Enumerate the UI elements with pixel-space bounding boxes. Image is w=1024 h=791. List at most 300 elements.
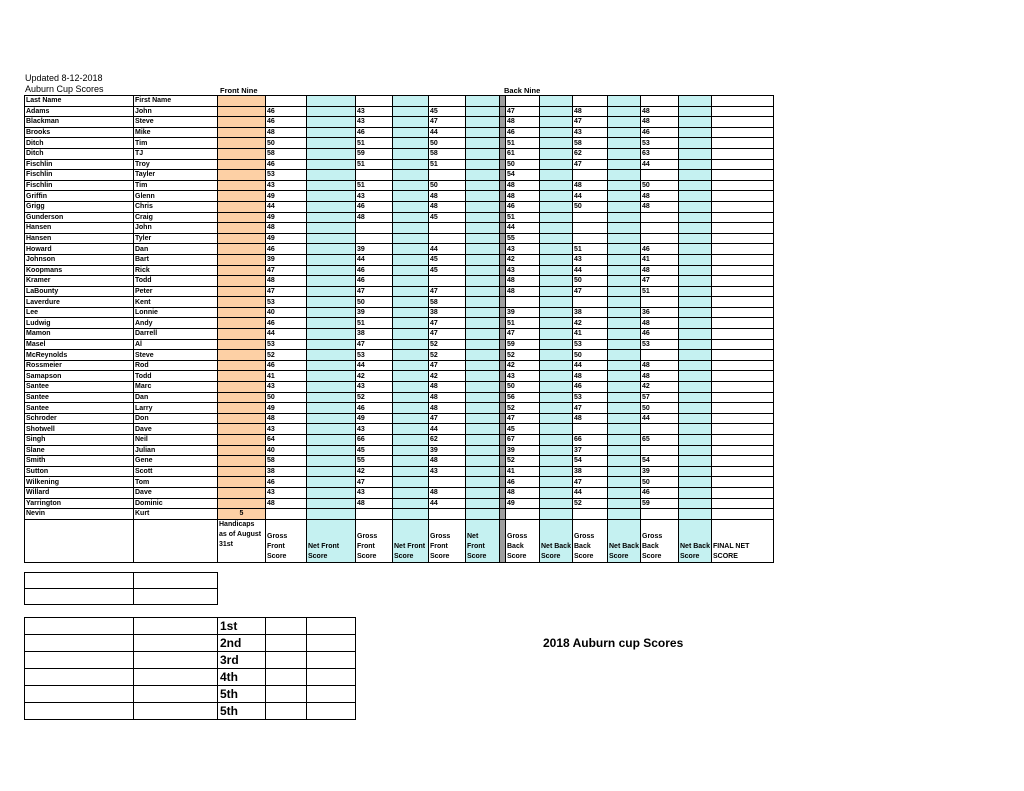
net-back-3-cell[interactable]	[679, 286, 712, 297]
gross-front-2-cell[interactable]: 55	[356, 456, 393, 467]
last-name-cell[interactable]: Adams	[25, 106, 134, 117]
net-back-cell[interactable]	[540, 223, 573, 234]
net-back-3-cell[interactable]	[679, 456, 712, 467]
gross-front-3-cell[interactable]	[429, 223, 466, 234]
first-name-cell[interactable]: Kurt	[134, 509, 218, 520]
net-back-2-cell[interactable]	[608, 170, 641, 181]
gross-back-cell[interactable]: 51	[506, 318, 540, 329]
gross-front-cell[interactable]: 50	[266, 138, 307, 149]
gross-back-3-cell[interactable]: 42	[641, 382, 679, 393]
net-back-2-cell[interactable]	[608, 487, 641, 498]
final-net-score-cell[interactable]	[712, 329, 774, 340]
net-back-2-cell[interactable]	[608, 244, 641, 255]
last-name-cell[interactable]: Gunderson	[25, 212, 134, 223]
net-front-2-cell[interactable]	[393, 276, 429, 287]
net-front-2-cell[interactable]	[393, 382, 429, 393]
net-back-3-cell[interactable]	[679, 276, 712, 287]
gross-front-2-cell[interactable]: 43	[356, 117, 393, 128]
gross-back-cell[interactable]: 67	[506, 435, 540, 446]
net-back-2-cell[interactable]	[608, 138, 641, 149]
gross-front-3-cell[interactable]: 47	[429, 318, 466, 329]
net-back-2-cell[interactable]	[608, 477, 641, 488]
net-back-2-cell[interactable]	[608, 456, 641, 467]
first-name-cell[interactable]: Lonnie	[134, 307, 218, 318]
gross-back-cell[interactable]: 55	[506, 233, 540, 244]
last-name-cell[interactable]: Willard	[25, 487, 134, 498]
gross-front-3-cell[interactable]: 52	[429, 339, 466, 350]
net-front-cell[interactable]	[307, 170, 356, 181]
cell[interactable]	[307, 686, 356, 703]
gross-back-2-cell[interactable]	[573, 424, 608, 435]
gross-back-3-cell[interactable]: 63	[641, 148, 679, 159]
final-net-score-cell[interactable]	[712, 233, 774, 244]
gross-back-cell[interactable]: 61	[506, 148, 540, 159]
last-name-cell[interactable]: Hansen	[25, 223, 134, 234]
gross-back-3-cell[interactable]: 36	[641, 307, 679, 318]
last-name-cell[interactable]: Yarrington	[25, 498, 134, 509]
net-back-2-cell[interactable]	[608, 445, 641, 456]
net-front-cell[interactable]	[307, 498, 356, 509]
net-front-3-cell[interactable]	[466, 159, 500, 170]
net-front-3-cell[interactable]	[466, 466, 500, 477]
net-front-3-cell[interactable]	[466, 265, 500, 276]
net-front-3-cell[interactable]	[466, 286, 500, 297]
gross-front-2-cell[interactable]: 66	[356, 435, 393, 446]
net-front-cell[interactable]	[307, 286, 356, 297]
net-back-cell[interactable]	[540, 254, 573, 265]
net-front-2-cell[interactable]	[393, 286, 429, 297]
gross-front-cell[interactable]: 49	[266, 403, 307, 414]
gross-back-2-cell[interactable]: 43	[573, 127, 608, 138]
handicap-cell[interactable]	[218, 424, 266, 435]
gross-back-2-cell[interactable]: 38	[573, 466, 608, 477]
net-front-cell[interactable]	[307, 487, 356, 498]
net-front-cell[interactable]	[307, 254, 356, 265]
net-back-cell[interactable]	[540, 212, 573, 223]
gross-back-cell[interactable]: 48	[506, 117, 540, 128]
final-net-score-cell[interactable]	[712, 254, 774, 265]
net-back-3-cell[interactable]	[679, 487, 712, 498]
gross-front-2-cell[interactable]: 48	[356, 212, 393, 223]
net-front-cell[interactable]	[307, 148, 356, 159]
net-front-2-cell[interactable]	[393, 413, 429, 424]
handicap-cell[interactable]	[218, 233, 266, 244]
handicap-cell[interactable]	[218, 371, 266, 382]
net-front-3-cell[interactable]	[466, 318, 500, 329]
gross-front-3-cell[interactable]	[429, 477, 466, 488]
cell[interactable]	[712, 96, 774, 107]
handicap-cell[interactable]	[218, 360, 266, 371]
net-front-3-cell[interactable]	[466, 170, 500, 181]
net-back-cell[interactable]	[540, 233, 573, 244]
last-name-cell[interactable]: Laverdure	[25, 297, 134, 308]
net-back-2-cell[interactable]	[608, 233, 641, 244]
cell[interactable]	[25, 618, 134, 635]
net-back-2-cell[interactable]	[608, 106, 641, 117]
handicap-cell[interactable]	[218, 435, 266, 446]
final-net-score-cell[interactable]	[712, 318, 774, 329]
gross-back-cell[interactable]: 42	[506, 254, 540, 265]
net-front-2-cell[interactable]	[393, 170, 429, 181]
net-front-3-cell[interactable]	[466, 329, 500, 340]
final-net-score-cell[interactable]	[712, 487, 774, 498]
last-name-cell[interactable]: Hansen	[25, 233, 134, 244]
net-back-3-cell[interactable]	[679, 254, 712, 265]
gross-back-2-cell[interactable]: 44	[573, 487, 608, 498]
first-name-cell[interactable]: Andy	[134, 318, 218, 329]
net-back-2-cell[interactable]	[608, 509, 641, 520]
last-name-cell[interactable]: Schroder	[25, 413, 134, 424]
gross-front-cell[interactable]: 48	[266, 223, 307, 234]
net-back-2-cell[interactable]	[608, 413, 641, 424]
gross-front-2-cell[interactable]	[356, 170, 393, 181]
gross-back-3-cell[interactable]: 53	[641, 138, 679, 149]
handicap-cell[interactable]	[218, 413, 266, 424]
gross-back-3-cell[interactable]: 48	[641, 265, 679, 276]
net-front-cell[interactable]	[307, 297, 356, 308]
last-name-cell[interactable]: Singh	[25, 435, 134, 446]
net-front-2-cell[interactable]	[393, 191, 429, 202]
net-back-2-cell[interactable]	[608, 191, 641, 202]
gross-front-3-cell[interactable]: 48	[429, 487, 466, 498]
net-front-3-cell[interactable]	[466, 106, 500, 117]
handicap-cell[interactable]	[218, 456, 266, 467]
final-net-score-cell[interactable]	[712, 159, 774, 170]
net-back-2-cell[interactable]	[608, 127, 641, 138]
gross-back-2-cell[interactable]: 50	[573, 201, 608, 212]
last-name-cell[interactable]: LaBounty	[25, 286, 134, 297]
gross-front-cell[interactable]: 41	[266, 371, 307, 382]
net-back-cell[interactable]	[540, 392, 573, 403]
gross-front-cell[interactable]: 39	[266, 254, 307, 265]
first-name-cell[interactable]: John	[134, 106, 218, 117]
gross-front-cell[interactable]: 48	[266, 127, 307, 138]
final-net-score-cell[interactable]	[712, 106, 774, 117]
net-front-3-cell[interactable]	[466, 233, 500, 244]
first-name-cell[interactable]: Scott	[134, 466, 218, 477]
net-back-3-cell[interactable]	[679, 223, 712, 234]
gross-back-cell[interactable]: 43	[506, 371, 540, 382]
gross-back-2-cell[interactable]: 66	[573, 435, 608, 446]
gross-back-3-cell[interactable]: 54	[641, 456, 679, 467]
first-name-cell[interactable]: TJ	[134, 148, 218, 159]
first-name-cell[interactable]: Dominic	[134, 498, 218, 509]
net-front-2-cell[interactable]	[393, 297, 429, 308]
gross-front-cell[interactable]: 58	[266, 456, 307, 467]
gross-back-cell[interactable]	[506, 509, 540, 520]
final-net-score-cell[interactable]	[712, 371, 774, 382]
first-name-cell[interactable]: Dan	[134, 392, 218, 403]
gross-front-cell[interactable]: 46	[266, 477, 307, 488]
net-front-2-cell[interactable]	[393, 148, 429, 159]
gross-front-2-cell[interactable]: 49	[356, 413, 393, 424]
gross-front-3-cell[interactable]: 47	[429, 117, 466, 128]
first-name-cell[interactable]: Marc	[134, 382, 218, 393]
net-back-cell[interactable]	[540, 445, 573, 456]
cell[interactable]	[641, 96, 679, 107]
cell[interactable]	[134, 635, 218, 652]
gross-back-2-cell[interactable]: 43	[573, 254, 608, 265]
gross-back-3-cell[interactable]	[641, 350, 679, 361]
gross-back-cell[interactable]: 42	[506, 360, 540, 371]
net-front-2-cell[interactable]	[393, 138, 429, 149]
net-front-3-cell[interactable]	[466, 424, 500, 435]
cell[interactable]	[134, 573, 218, 589]
last-name-cell[interactable]: Brooks	[25, 127, 134, 138]
net-front-2-cell[interactable]	[393, 424, 429, 435]
gross-back-3-cell[interactable]: 46	[641, 329, 679, 340]
last-name-cell[interactable]: Smith	[25, 456, 134, 467]
net-back-2-cell[interactable]	[608, 297, 641, 308]
gross-front-3-cell[interactable]: 48	[429, 382, 466, 393]
net-front-3-cell[interactable]	[466, 180, 500, 191]
net-front-2-cell[interactable]	[393, 201, 429, 212]
gross-back-3-cell[interactable]: 48	[641, 360, 679, 371]
first-name-cell[interactable]: Gene	[134, 456, 218, 467]
gross-front-cell[interactable]: 49	[266, 191, 307, 202]
cell[interactable]	[266, 703, 307, 720]
gross-front-3-cell[interactable]	[429, 233, 466, 244]
final-net-score-cell[interactable]	[712, 117, 774, 128]
net-back-cell[interactable]	[540, 180, 573, 191]
gross-back-cell[interactable]: 47	[506, 413, 540, 424]
gross-front-2-cell[interactable]: 47	[356, 477, 393, 488]
net-front-3-cell[interactable]	[466, 456, 500, 467]
final-net-score-cell[interactable]	[712, 286, 774, 297]
final-net-score-cell[interactable]	[712, 127, 774, 138]
gross-back-2-cell[interactable]: 47	[573, 403, 608, 414]
final-net-score-cell[interactable]	[712, 424, 774, 435]
net-back-3-cell[interactable]	[679, 159, 712, 170]
net-back-cell[interactable]	[540, 498, 573, 509]
gross-back-3-cell[interactable]: 39	[641, 466, 679, 477]
handicap-cell[interactable]	[218, 445, 266, 456]
net-back-2-cell[interactable]	[608, 339, 641, 350]
final-net-score-cell[interactable]	[712, 509, 774, 520]
net-front-cell[interactable]	[307, 329, 356, 340]
gross-front-3-cell[interactable]: 47	[429, 329, 466, 340]
gross-front-3-cell[interactable]: 50	[429, 180, 466, 191]
net-front-3-cell[interactable]	[466, 392, 500, 403]
gross-back-cell[interactable]: 48	[506, 180, 540, 191]
gross-back-3-cell[interactable]: 48	[641, 318, 679, 329]
final-net-score-cell[interactable]	[712, 456, 774, 467]
last-name-cell[interactable]: Santee	[25, 392, 134, 403]
gross-front-cell[interactable]: 49	[266, 233, 307, 244]
gross-front-3-cell[interactable]: 45	[429, 265, 466, 276]
gross-front-cell[interactable]: 58	[266, 148, 307, 159]
gross-back-cell[interactable]: 48	[506, 487, 540, 498]
net-front-3-cell[interactable]	[466, 371, 500, 382]
cell[interactable]	[393, 96, 429, 107]
handicap-cell[interactable]	[218, 201, 266, 212]
gross-back-3-cell[interactable]: 44	[641, 413, 679, 424]
gross-back-3-cell[interactable]: 48	[641, 191, 679, 202]
first-name-cell[interactable]: Tayler	[134, 170, 218, 181]
net-back-3-cell[interactable]	[679, 318, 712, 329]
net-front-3-cell[interactable]	[466, 413, 500, 424]
handicap-cell[interactable]	[218, 477, 266, 488]
gross-back-2-cell[interactable]: 47	[573, 477, 608, 488]
first-name-cell[interactable]: Craig	[134, 212, 218, 223]
gross-front-cell[interactable]: 47	[266, 265, 307, 276]
handicap-cell[interactable]	[218, 138, 266, 149]
gross-back-2-cell[interactable]: 44	[573, 265, 608, 276]
gross-back-cell[interactable]: 48	[506, 286, 540, 297]
net-front-cell[interactable]	[307, 466, 356, 477]
last-name-cell[interactable]: Slane	[25, 445, 134, 456]
net-back-cell[interactable]	[540, 413, 573, 424]
net-back-cell[interactable]	[540, 276, 573, 287]
net-back-3-cell[interactable]	[679, 170, 712, 181]
final-net-score-cell[interactable]	[712, 148, 774, 159]
net-back-cell[interactable]	[540, 159, 573, 170]
net-back-3-cell[interactable]	[679, 339, 712, 350]
gross-back-2-cell[interactable]: 52	[573, 498, 608, 509]
handicap-cell[interactable]	[218, 392, 266, 403]
gross-front-3-cell[interactable]: 62	[429, 435, 466, 446]
net-front-cell[interactable]	[307, 244, 356, 255]
gross-back-cell[interactable]: 56	[506, 392, 540, 403]
gross-front-2-cell[interactable]: 50	[356, 297, 393, 308]
net-back-2-cell[interactable]	[608, 117, 641, 128]
gross-back-cell[interactable]: 39	[506, 445, 540, 456]
gross-back-3-cell[interactable]	[641, 233, 679, 244]
net-back-cell[interactable]	[540, 487, 573, 498]
net-back-3-cell[interactable]	[679, 424, 712, 435]
net-back-2-cell[interactable]	[608, 286, 641, 297]
gross-back-cell[interactable]: 51	[506, 138, 540, 149]
net-front-2-cell[interactable]	[393, 435, 429, 446]
final-net-score-cell[interactable]	[712, 360, 774, 371]
gross-back-cell[interactable]: 48	[506, 276, 540, 287]
net-front-3-cell[interactable]	[466, 498, 500, 509]
gross-back-3-cell[interactable]: 50	[641, 403, 679, 414]
last-name-cell[interactable]: Nevin	[25, 509, 134, 520]
net-back-2-cell[interactable]	[608, 201, 641, 212]
net-front-cell[interactable]	[307, 223, 356, 234]
handicap-cell[interactable]	[218, 212, 266, 223]
net-back-cell[interactable]	[540, 371, 573, 382]
gross-back-2-cell[interactable]: 50	[573, 276, 608, 287]
net-back-3-cell[interactable]	[679, 360, 712, 371]
gross-front-3-cell[interactable]: 42	[429, 371, 466, 382]
gross-front-2-cell[interactable]: 48	[356, 498, 393, 509]
net-front-2-cell[interactable]	[393, 212, 429, 223]
net-back-3-cell[interactable]	[679, 307, 712, 318]
net-front-3-cell[interactable]	[466, 127, 500, 138]
net-back-2-cell[interactable]	[608, 212, 641, 223]
gross-back-cell[interactable]: 46	[506, 127, 540, 138]
net-back-2-cell[interactable]	[608, 435, 641, 446]
gross-back-2-cell[interactable]: 41	[573, 329, 608, 340]
net-front-cell[interactable]	[307, 360, 356, 371]
net-back-2-cell[interactable]	[608, 371, 641, 382]
net-front-3-cell[interactable]	[466, 403, 500, 414]
gross-back-3-cell[interactable]: 48	[641, 201, 679, 212]
net-back-cell[interactable]	[540, 424, 573, 435]
net-front-cell[interactable]	[307, 180, 356, 191]
cell[interactable]	[25, 573, 134, 589]
gross-back-2-cell[interactable]: 54	[573, 456, 608, 467]
gross-front-3-cell[interactable]: 44	[429, 244, 466, 255]
last-name-cell[interactable]: Wilkening	[25, 477, 134, 488]
gross-front-2-cell[interactable]: 51	[356, 318, 393, 329]
gross-front-cell[interactable]: 53	[266, 297, 307, 308]
cell[interactable]	[679, 96, 712, 107]
gross-back-cell[interactable]: 41	[506, 466, 540, 477]
handicap-cell[interactable]	[218, 307, 266, 318]
net-back-cell[interactable]	[540, 191, 573, 202]
final-net-score-cell[interactable]	[712, 265, 774, 276]
gross-front-2-cell[interactable]: 46	[356, 265, 393, 276]
cell[interactable]	[266, 618, 307, 635]
net-front-2-cell[interactable]	[393, 244, 429, 255]
gross-front-cell[interactable]: 43	[266, 180, 307, 191]
handicap-cell[interactable]	[218, 244, 266, 255]
last-name-cell[interactable]: Lee	[25, 307, 134, 318]
net-front-cell[interactable]	[307, 392, 356, 403]
gross-back-3-cell[interactable]: 46	[641, 127, 679, 138]
gross-front-3-cell[interactable]: 45	[429, 212, 466, 223]
gross-front-3-cell[interactable]: 43	[429, 466, 466, 477]
gross-front-3-cell[interactable]: 47	[429, 286, 466, 297]
gross-back-2-cell[interactable]: 53	[573, 339, 608, 350]
net-front-3-cell[interactable]	[466, 307, 500, 318]
gross-front-3-cell[interactable]: 48	[429, 201, 466, 212]
gross-front-2-cell[interactable]: 43	[356, 487, 393, 498]
net-front-2-cell[interactable]	[393, 445, 429, 456]
net-front-cell[interactable]	[307, 509, 356, 520]
first-name-cell[interactable]: Larry	[134, 403, 218, 414]
net-back-cell[interactable]	[540, 148, 573, 159]
gross-front-2-cell[interactable]: 44	[356, 360, 393, 371]
gross-front-cell[interactable]: 46	[266, 106, 307, 117]
gross-back-2-cell[interactable]	[573, 297, 608, 308]
net-front-2-cell[interactable]	[393, 106, 429, 117]
handicap-cell[interactable]: 5	[218, 509, 266, 520]
gross-front-3-cell[interactable]: 47	[429, 360, 466, 371]
handicap-cell[interactable]	[218, 96, 266, 107]
last-name-cell[interactable]: Ludwig	[25, 318, 134, 329]
final-net-score-cell[interactable]	[712, 403, 774, 414]
last-name-cell[interactable]: Johnson	[25, 254, 134, 265]
net-back-3-cell[interactable]	[679, 392, 712, 403]
cell[interactable]	[25, 703, 134, 720]
cell[interactable]	[134, 686, 218, 703]
gross-back-cell[interactable]: 47	[506, 106, 540, 117]
handicap-cell[interactable]	[218, 487, 266, 498]
net-back-3-cell[interactable]	[679, 477, 712, 488]
final-net-score-cell[interactable]	[712, 466, 774, 477]
net-front-cell[interactable]	[307, 382, 356, 393]
final-net-score-cell[interactable]	[712, 498, 774, 509]
gross-back-2-cell[interactable]: 47	[573, 117, 608, 128]
gross-front-cell[interactable]: 48	[266, 413, 307, 424]
net-back-cell[interactable]	[540, 509, 573, 520]
net-front-2-cell[interactable]	[393, 477, 429, 488]
gross-front-2-cell[interactable]: 53	[356, 350, 393, 361]
gross-front-cell[interactable]: 38	[266, 466, 307, 477]
cell[interactable]	[134, 703, 218, 720]
gross-front-2-cell[interactable]: 42	[356, 371, 393, 382]
last-name-cell[interactable]: Ditch	[25, 148, 134, 159]
gross-back-cell[interactable]: 47	[506, 329, 540, 340]
cell[interactable]	[429, 96, 466, 107]
net-back-3-cell[interactable]	[679, 329, 712, 340]
net-back-2-cell[interactable]	[608, 498, 641, 509]
gross-back-cell[interactable]: 46	[506, 477, 540, 488]
